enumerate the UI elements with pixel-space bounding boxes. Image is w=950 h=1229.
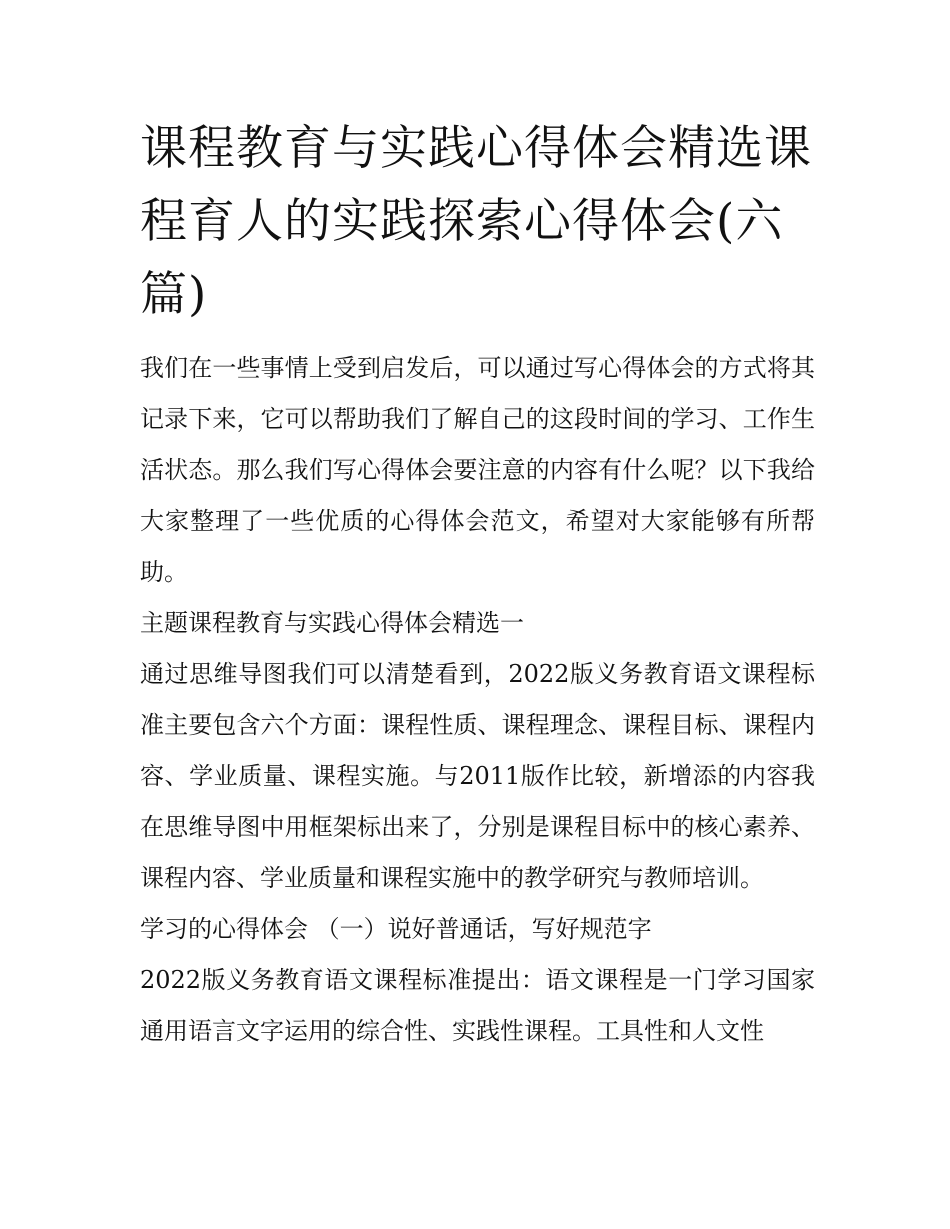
document-title: 课程教育与实践心得体会精选课程育人的实践探索心得体会(六篇) xyxy=(140,121,812,322)
section-heading: 主题课程教育与实践心得体会精选一 xyxy=(140,609,524,637)
subsection-heading: 学习的心得体会 （一）说好普通话，写好规范字 xyxy=(140,915,652,943)
body-paragraph: 2022版义务教育语文课程标准提出：语文课程是一门学习国家通用语言文字运用的综合性、实践性课程。工具性和人文性 xyxy=(140,966,815,1045)
intro-paragraph: 我们在一些事情上受到启发后，可以通过写心得体会的方式将其记录下来，它可以帮助我们了解自己的这段时间的学习、工作生活状态。那么我们写心得体会要注意的内容有什么呢？以下我给大家整理了一些优质的心得体会范文，希望对大家能够有所帮助。 xyxy=(140,354,815,586)
document-body xyxy=(140,112,815,1057)
body-paragraph: 通过思维导图我们可以清楚看到，2022版义务教育语文课程标准主要包含六个方面：课程性质、课程理念、课程目标、课程内容、学业质量、课程实施。与2011版作比较，新增添的内容我在思维导图中用框架标出来了，分别是课程目标中的核心素养、课程内容、学业质量和课程实施中的教学研究与教师培训。 xyxy=(140,660,815,892)
